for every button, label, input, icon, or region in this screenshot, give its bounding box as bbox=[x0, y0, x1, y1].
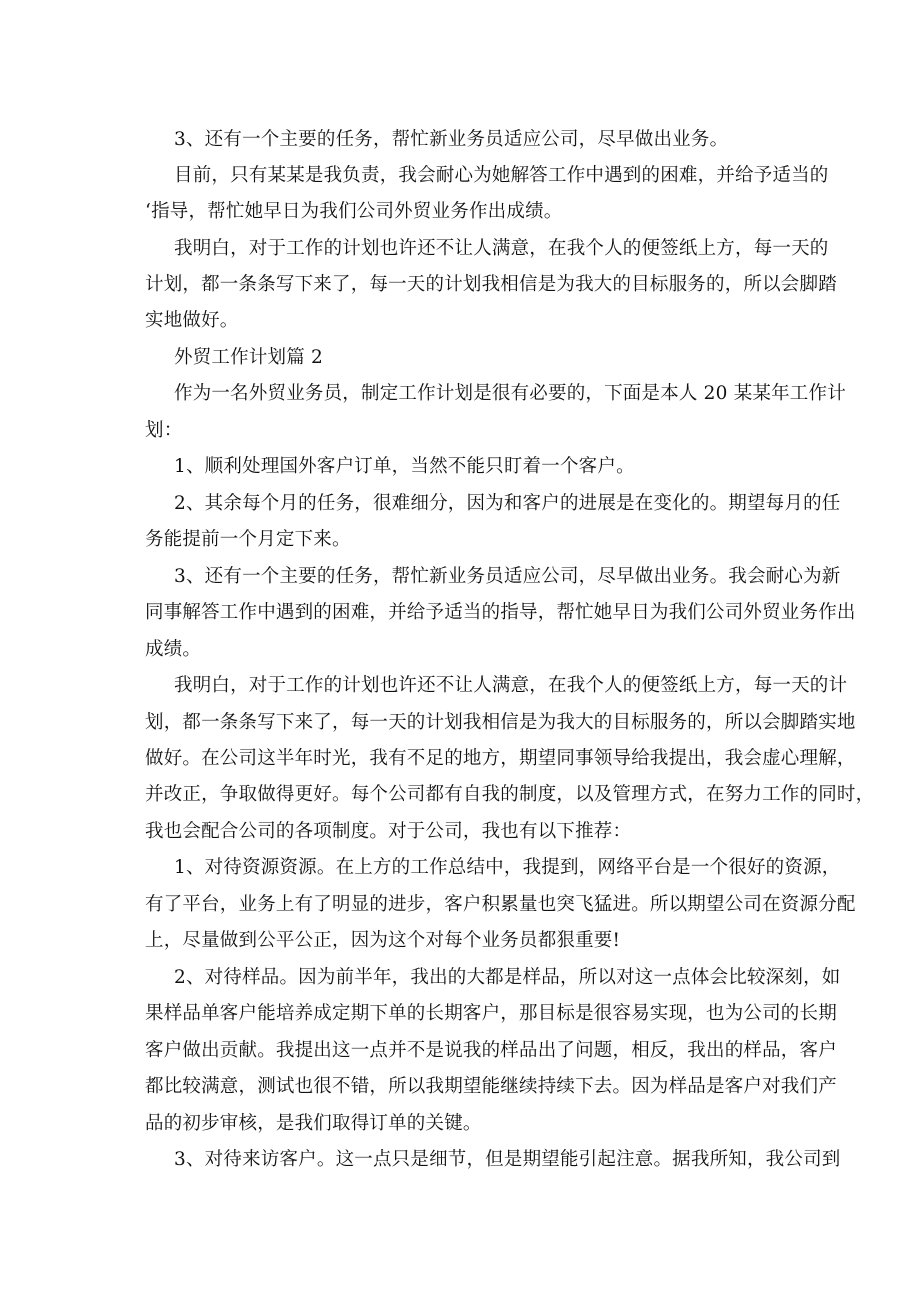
paragraph-line: 同事解答工作中遇到的困难，并给予适当的指导，帮忙她早日为我们公司外贸业务作出 bbox=[145, 602, 856, 623]
paragraph-line: 我也会配合公司的各项制度。对于公司，我也有以下推荐： bbox=[145, 821, 632, 842]
paragraph-line: 目前，只有某某是我负责，我会耐心为她解答工作中遇到的困难，并给予适当的 bbox=[174, 165, 829, 186]
paragraph-line: 2、对待样品。因为前半年，我出的大都是样品，所以对这一点体会比较深刻，如 bbox=[174, 967, 841, 988]
paragraph-line: 计划，都一条条写下来了，每一天的计划我相信是为我大的目标服务的，所以会脚踏 bbox=[145, 274, 837, 295]
paragraph-line: 我明白，对于工作的计划也许还不让人满意，在我个人的便签纸上方，每一天的 bbox=[174, 238, 829, 259]
section-heading: 外贸工作计划篇 2 bbox=[174, 347, 323, 368]
paragraph-line: 务能提前一个月定下来。 bbox=[145, 529, 351, 550]
paragraph-line: 1、顺利处理国外客户订单，当然不能只盯着一个客户。 bbox=[174, 456, 635, 477]
paragraph-line: 做好。在公司这半年时光，我有不足的地方，期望同事领导给我提出，我会虚心理解， bbox=[145, 748, 856, 769]
paragraph-line: 我明白，对于工作的计划也许还不让人满意，在我个人的便签纸上方，每一天的计 bbox=[174, 675, 848, 696]
paragraph-line: 3、还有一个主要的任务，帮忙新业务员适应公司，尽早做出业务。我会耐心为新 bbox=[174, 566, 841, 587]
paragraph-line: ‘指导，帮忙她早日为我们公司外贸业务作出成绩。 bbox=[145, 201, 563, 222]
paragraph-line: 有了平台，业务上有了明显的进步，客户积累量也突飞猛进。所以期望公司在资源分配 bbox=[145, 894, 856, 915]
paragraph-line: 都比较满意，测试也很不错，所以我期望能继续持续下去。因为样品是客户对我们产 bbox=[145, 1076, 837, 1097]
paragraph-line: 划，都一条条写下来了，每一天的计划我相信是为我大的目标服务的，所以会脚踏实地 bbox=[145, 712, 856, 733]
paragraph-line: 实地做好。 bbox=[145, 310, 239, 331]
paragraph-line: 并改正，争取做得更好。每个公司都有自我的制度，以及管理方式，在努力工作的同时， bbox=[145, 784, 875, 805]
paragraph-line: 3、对待来访客户。这一点只是细节，但是期望能引起注意。据我所知，我公司到 bbox=[174, 1149, 841, 1170]
paragraph-line: 2、其余每个月的任务，很难细分，因为和客户的进展是在变化的。期望每月的任 bbox=[174, 493, 841, 514]
paragraph-line: 成绩。 bbox=[145, 639, 202, 660]
paragraph-line: 划： bbox=[145, 420, 183, 441]
paragraph-line: 上，尽量做到公平公正，因为这个对每个业务员都狠重要! bbox=[145, 930, 621, 951]
paragraph-line: 3、还有一个主要的任务，帮忙新业务员适应公司，尽早做出业务。 bbox=[174, 129, 729, 150]
paragraph-line: 1、对待资源资源。在上方的工作总结中，我提到，网络平台是一个很好的资源， bbox=[174, 857, 841, 878]
paragraph-line: 品的初步审核，是我们取得订单的关键。 bbox=[145, 1113, 482, 1134]
paragraph-line: 作为一名外贸业务员，制定工作计划是很有必要的，下面是本人 20 某某年工作计 bbox=[174, 383, 846, 404]
paragraph-line: 客户做出贡献。我提出这一点并不是说我的样品出了问题，相反，我出的样品，客户 bbox=[145, 1040, 837, 1061]
paragraph-line: 果样品单客户能培养成定期下单的长期客户，那目标是很容易实现，也为公司的长期 bbox=[145, 1003, 837, 1024]
